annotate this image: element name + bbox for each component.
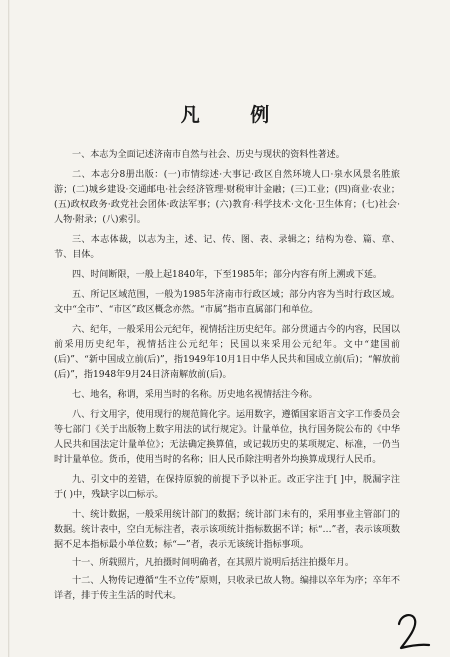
page-title: 凡 例 xyxy=(180,104,292,126)
rule-item-2: 二、本志分8册出版：(一)市情综述·大事记·政区自然环境人口·泉水风景名胜旅游；(二)城乡建设·交通邮电·社会经济管理·财税审计金融；(三)工业；(四)商业·农业；(五)政权政务·政党社会团体·政法军事；(六)教育·科学技术·文化·卫生体育；(七)社会·人物·附录；(八)索引。 xyxy=(54,170,400,225)
rule-item-5: 五、所记区域范围，一般为1985年济南市行政区域；部分内容为当时行政区域。文中“全市”、“市区”政区概念亦然。“市属”指市直属部门和单位。 xyxy=(54,290,400,315)
rule-item-6: 六、纪年，一般采用公元纪年，视情括注历史纪年。部分贯通古今的内容，民国以前采用历史纪年，视情括注公元纪年；民国以来采用公元纪年。文中“建国前(后)”、“新中国成立前(后)”，指1949年10月1日中华人民共和国成立前(后)；“解放前(后)”，指1948年9月24日济南解放前(后)。 xyxy=(54,325,400,380)
rule-item-3: 三、本志体裁，以志为主，述、记、传、图、表、录辑之；结构为卷、篇、章、节、目体。 xyxy=(54,235,400,260)
handwritten-page-number xyxy=(393,610,435,652)
rule-item-10: 十、统计数据，一般采用统计部门的数据；统计部门未有的，采用事业主管部门的数据。统计表中，空白无标注者，表示该项统计指标数据不详；标“…”者，表示该项数据不足本指标最小单位数；标“—”者，表示无该统计指标事项。 xyxy=(54,510,400,550)
rule-item-12: 十二、人物传记遵循“生不立传”原则，只收录已故人物。编排以卒年为序；卒年不详者，排于传主生活的时代末。 xyxy=(54,576,400,601)
rule-item-1: 一、本志为全面记述济南市自然与社会、历史与现状的资料性著述。 xyxy=(72,150,345,160)
page-crease xyxy=(8,0,10,657)
rule-item-8: 八、行文用字，使用现行的规范简化字。运用数字，遵循国家语言文字工作委员会等七部门《关于出版物上数字用法的试行规定》。计量单位，执行国务院公布的《中华人民共和国法定计量单位》；无法确定换算值，或记载历史的某项规定、标准，一仍当时计量单位。货币，使用当时的名称；旧人民币除注明者外均换算成现行人民币。 xyxy=(54,410,400,465)
rule-item-11: 十一、所载照片，凡拍摄时间明确者，在其照片说明后括注拍摄年月。 xyxy=(72,558,354,568)
rule-item-7: 七、地名，称谓，采用当时的名称。历史地名视情括注今称。 xyxy=(72,390,318,400)
rule-item-4: 四、时间断限，一般上起1840年，下至1985年；部分内容有所上溯或下延。 xyxy=(72,270,383,280)
rules-body xyxy=(54,148,400,607)
rule-item-9: 九、引文中的差错，在保持原貌的前提下予以补正。改正字注于[ ]中，脱漏字注于( )中，残缺字以□标示。 xyxy=(54,475,400,500)
